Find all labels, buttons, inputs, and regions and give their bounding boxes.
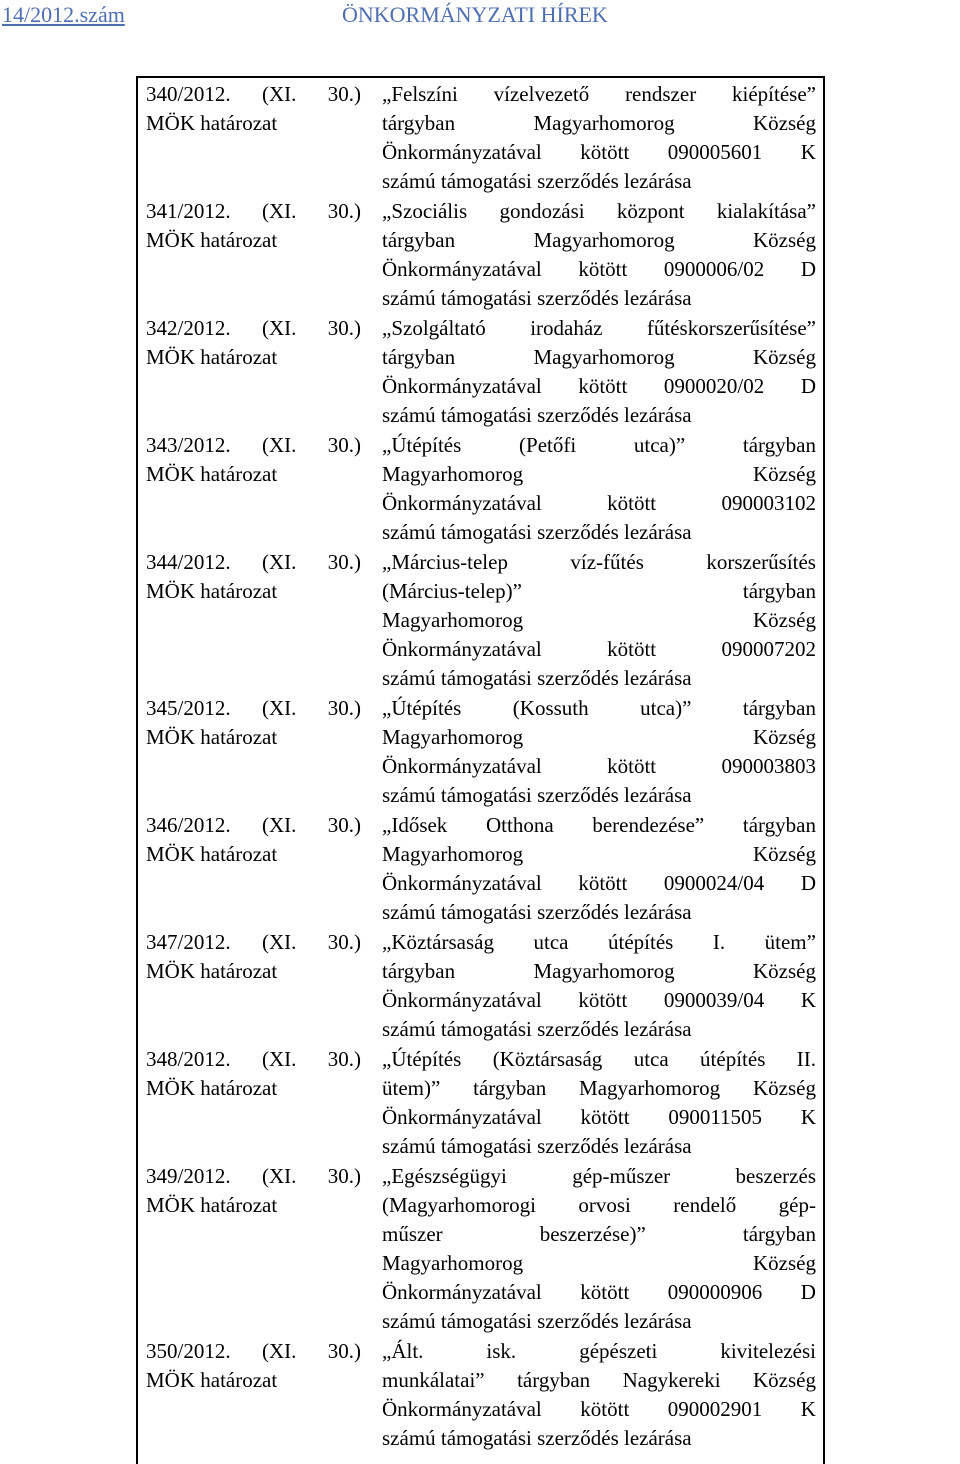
decision-subject-line: „Útépítés (Köztársaság utca útépítés II. <box>382 1047 816 1071</box>
decision-type: MÖK határozat <box>146 1193 278 1217</box>
decision-number: 350/2012. <box>146 1339 231 1363</box>
decision-date-day: 30.) <box>327 1339 361 1363</box>
decision-subject-line: Önkormányzatával kötött 090003102 <box>382 491 816 515</box>
decision-number: 346/2012. <box>146 813 231 837</box>
decision-date-day: 30.) <box>327 199 361 223</box>
decision-subject <box>382 197 816 313</box>
decision-subject-line: számú támogatási szerződés lezárása <box>382 520 692 544</box>
decision-subject-line: számú támogatási szerződés lezárása <box>382 666 692 690</box>
decision-subject-line: Önkormányzatával kötött 090011505 K <box>382 1105 816 1129</box>
decision-subject-line: Önkormányzatával kötött 090003803 <box>382 754 816 778</box>
decision-reference <box>146 928 361 986</box>
decision-number-line <box>146 431 361 460</box>
decision-reference <box>146 1162 361 1220</box>
decision-subject-line: munkálatai” tárgyban Nagykereki Község <box>382 1368 816 1392</box>
decision-date-day: 30.) <box>327 1047 361 1071</box>
decision-date-month: (XI. <box>261 82 297 106</box>
decision-subject-line: „Idősek Otthona berendezése” tárgyban <box>382 813 816 837</box>
decision-number-line <box>146 1045 361 1074</box>
decision-reference <box>146 1337 361 1395</box>
decision-reference <box>146 314 361 372</box>
decision-reference <box>146 431 361 489</box>
decision-subject <box>382 548 816 693</box>
decision-type: MÖK határozat <box>146 842 278 866</box>
decision-subject-line: „Szolgáltató irodaház fűtéskorszerűsítése” <box>382 316 816 340</box>
decision-number-line <box>146 548 361 577</box>
decision-number-line <box>146 80 361 109</box>
decision-reference <box>146 80 361 138</box>
decision-date-month: (XI. <box>261 433 297 457</box>
decision-subject-line: tárgyban Magyarhomorog Község <box>382 228 816 252</box>
decision-subject <box>382 314 816 430</box>
decision-date-month: (XI. <box>261 930 297 954</box>
decision-date-day: 30.) <box>327 813 361 837</box>
decision-type: MÖK határozat <box>146 228 278 252</box>
decision-subject-line: tárgyban Magyarhomorog Község <box>382 959 816 983</box>
decision-subject-line: (Március-telep)” tárgyban <box>382 579 816 603</box>
publication-title: ÖNKORMÁNYZATI HÍREK <box>342 2 608 27</box>
decision-subject-line: számú támogatási szerződés lezárása <box>382 403 692 427</box>
decision-subject <box>382 928 816 1044</box>
decision-number-line <box>146 928 361 957</box>
decision-number-line <box>146 694 361 723</box>
decision-subject <box>382 80 816 196</box>
decision-subject-line: számú támogatási szerződés lezárása <box>382 1017 692 1041</box>
decision-date-month: (XI. <box>261 199 297 223</box>
decision-date-month: (XI. <box>261 813 297 837</box>
decision-date-day: 30.) <box>327 550 361 574</box>
decision-number-line <box>146 1162 361 1191</box>
decision-number-line <box>146 314 361 343</box>
decision-subject-line: Magyarhomorog Község <box>382 462 816 486</box>
decision-date-day: 30.) <box>327 316 361 340</box>
decision-number: 345/2012. <box>146 696 231 720</box>
decision-type: MÖK határozat <box>146 579 278 603</box>
decision-type: MÖK határozat <box>146 345 278 369</box>
decision-subject-line: „Szociális gondozási központ kialakítása” <box>382 199 816 223</box>
decision-date-day: 30.) <box>327 82 361 106</box>
decision-subject-line: (Magyarhomorogi orvosi rendelő gép- <box>382 1193 816 1217</box>
decision-subject-line: számú támogatási szerződés lezárása <box>382 169 692 193</box>
decision-type: MÖK határozat <box>146 111 278 135</box>
decision-subject <box>382 1045 816 1161</box>
decision-number: 348/2012. <box>146 1047 231 1071</box>
decision-subject-line: tárgyban Magyarhomorog Község <box>382 345 816 369</box>
issue-number[interactable]: 14/2012.szám <box>2 2 125 27</box>
decision-subject <box>382 431 816 547</box>
decision-number: 347/2012. <box>146 930 231 954</box>
decision-subject-line: „Köztársaság utca útépítés I. ütem” <box>382 930 816 954</box>
decision-subject-line: számú támogatási szerződés lezárása <box>382 783 692 807</box>
decision-subject-line: „Útépítés (Petőfi utca)” tárgyban <box>382 433 816 457</box>
decision-number: 340/2012. <box>146 82 231 106</box>
decision-subject-line: tárgyban Magyarhomorog Község <box>382 111 816 135</box>
decision-subject <box>382 694 816 810</box>
decision-date-month: (XI. <box>261 1047 297 1071</box>
decision-type: MÖK határozat <box>146 725 278 749</box>
decision-subject-line: Önkormányzatával kötött 0900020/02 D <box>382 374 816 398</box>
decision-subject <box>382 1162 816 1336</box>
decision-subject-line: számú támogatási szerződés lezárása <box>382 1426 692 1450</box>
decision-number: 342/2012. <box>146 316 231 340</box>
decision-date-month: (XI. <box>261 696 297 720</box>
decision-subject-line: „Útépítés (Kossuth utca)” tárgyban <box>382 696 816 720</box>
decision-subject-line: Önkormányzatával kötött 090007202 <box>382 637 816 661</box>
decision-subject <box>382 1337 816 1453</box>
decision-subject-line: műszer beszerzése)” tárgyban <box>382 1222 816 1246</box>
decision-type: MÖK határozat <box>146 1368 278 1392</box>
decision-subject-line: Magyarhomorog Község <box>382 725 816 749</box>
decision-subject-line: Önkormányzatával kötött 0900039/04 K <box>382 988 816 1012</box>
decision-subject-line: Önkormányzatával kötött 090000906 D <box>382 1280 816 1304</box>
decision-subject-line: számú támogatási szerződés lezárása <box>382 1134 692 1158</box>
decision-subject-line: számú támogatási szerződés lezárása <box>382 1309 692 1333</box>
decision-type: MÖK határozat <box>146 959 278 983</box>
decision-subject <box>382 811 816 927</box>
decision-date-month: (XI. <box>261 1164 297 1188</box>
decision-subject-line: Magyarhomorog Község <box>382 608 816 632</box>
decision-subject-line: „Felszíni vízelvezető rendszer kiépítése” <box>382 82 816 106</box>
decision-number-line <box>146 1337 361 1366</box>
decision-date-month: (XI. <box>261 1339 297 1363</box>
decision-number: 349/2012. <box>146 1164 231 1188</box>
decision-reference <box>146 548 361 606</box>
decision-type: MÖK határozat <box>146 462 278 486</box>
decision-subject-line: Önkormányzatával kötött 0900024/04 D <box>382 871 816 895</box>
decision-date-month: (XI. <box>261 316 297 340</box>
decision-date-day: 30.) <box>327 433 361 457</box>
decision-number-line <box>146 197 361 226</box>
decision-subject-line: Önkormányzatával kötött 090002901 K <box>382 1397 816 1421</box>
decision-subject-line: „Március-telep víz-fűtés korszerűsítés <box>382 550 816 574</box>
decision-number: 343/2012. <box>146 433 231 457</box>
decision-reference <box>146 1045 361 1103</box>
decision-date-day: 30.) <box>327 1164 361 1188</box>
decision-date-day: 30.) <box>327 930 361 954</box>
decision-type: MÖK határozat <box>146 1076 278 1100</box>
decision-subject-line: Magyarhomorog Község <box>382 1251 816 1275</box>
decision-number-line <box>146 811 361 840</box>
decision-reference <box>146 197 361 255</box>
decision-subject-line: Önkormányzatával kötött 0900006/02 D <box>382 257 816 281</box>
decision-subject-line: Magyarhomorog Község <box>382 842 816 866</box>
decision-subject-line: számú támogatási szerződés lezárása <box>382 900 692 924</box>
decision-number: 341/2012. <box>146 199 231 223</box>
decision-reference <box>146 811 361 869</box>
decision-subject-line: számú támogatási szerződés lezárása <box>382 286 692 310</box>
decision-subject-line: Önkormányzatával kötött 090005601 K <box>382 140 816 164</box>
page-header <box>0 0 960 34</box>
decision-subject-line: „Ált. isk. gépészeti kivitelezési <box>382 1339 816 1363</box>
decision-subject-line: „Egészségügyi gép-műszer beszerzés <box>382 1164 816 1188</box>
decision-date-month: (XI. <box>261 550 297 574</box>
decision-reference <box>146 694 361 752</box>
decision-number: 344/2012. <box>146 550 231 574</box>
decision-date-day: 30.) <box>327 696 361 720</box>
decision-subject-line: ütem)” tárgyban Magyarhomorog Község <box>382 1076 816 1100</box>
